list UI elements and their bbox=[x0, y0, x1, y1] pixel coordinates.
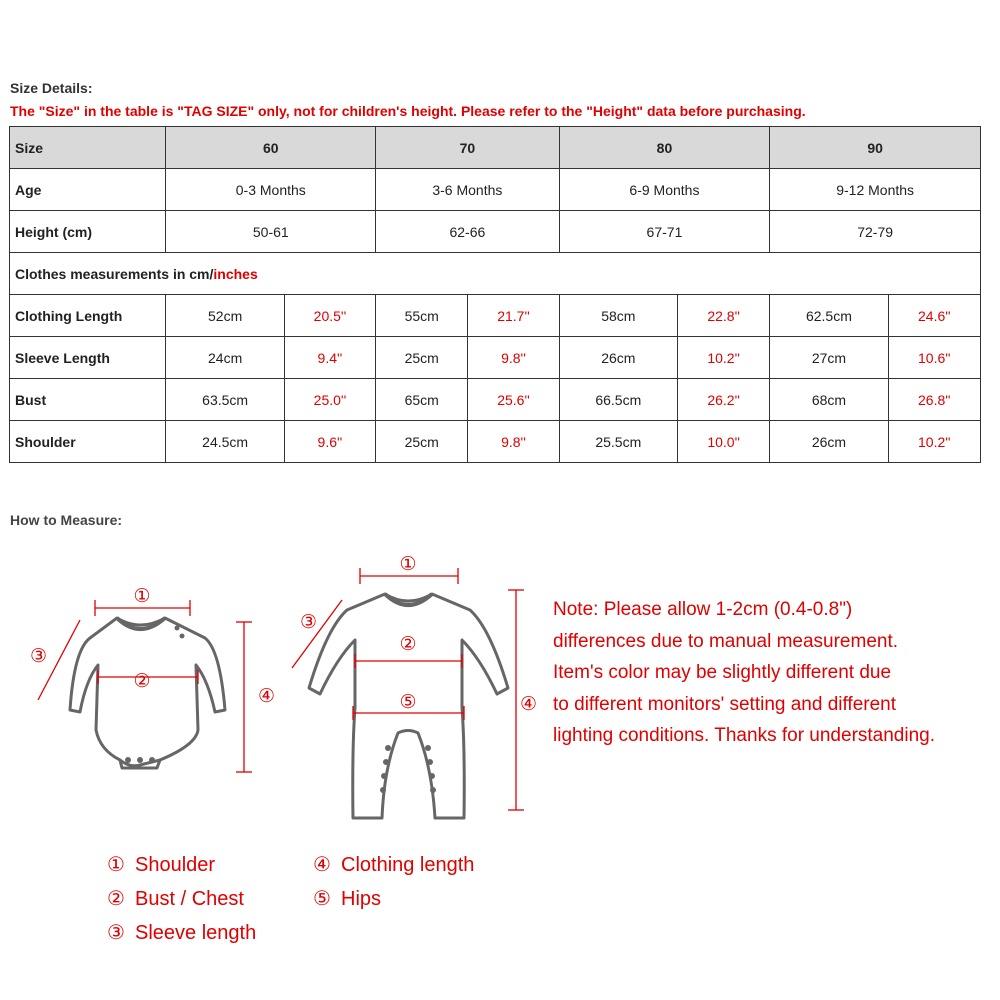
cm-value: 24cm bbox=[166, 337, 284, 379]
height-cell: 50-61 bbox=[166, 211, 376, 253]
snap-button bbox=[425, 745, 431, 751]
cm-value: 24.5cm bbox=[166, 421, 284, 463]
height-cell: 72-79 bbox=[770, 211, 981, 253]
snap-button bbox=[383, 759, 389, 765]
inches-label: inches bbox=[213, 265, 258, 282]
mark-2: ② bbox=[399, 633, 417, 655]
note-line: lighting conditions. Thanks for understanding. bbox=[553, 725, 936, 746]
legend-item bbox=[107, 852, 215, 877]
legend-item bbox=[107, 886, 244, 911]
cm-value: 55cm bbox=[376, 295, 468, 337]
legend-label: Bust / Chest bbox=[135, 888, 244, 910]
height-cell: 67-71 bbox=[559, 211, 770, 253]
legend-number: ② bbox=[107, 888, 125, 910]
table-row bbox=[10, 295, 981, 337]
cm-value: 52cm bbox=[166, 295, 284, 337]
row-label: Clothing Length bbox=[10, 295, 166, 337]
inch-value: 10.2'' bbox=[677, 337, 769, 379]
note-line: Note: Please allow 1-2cm (0.4-0.8") bbox=[553, 599, 853, 620]
inch-value: 10.0'' bbox=[677, 421, 769, 463]
cm-value: 68cm bbox=[770, 379, 888, 421]
inch-value: 26.8'' bbox=[888, 379, 980, 421]
legend-number: ③ bbox=[107, 922, 125, 944]
inch-value: 21.7'' bbox=[468, 295, 559, 337]
cm-value: 25cm bbox=[376, 337, 468, 379]
mark-3: ③ bbox=[30, 645, 48, 667]
row-label: Sleeve Length bbox=[10, 337, 166, 379]
mark-1: ① bbox=[399, 553, 417, 575]
size-cell: 70 bbox=[376, 127, 560, 169]
cm-value: 63.5cm bbox=[166, 379, 284, 421]
inch-value: 25.0'' bbox=[284, 379, 375, 421]
cm-value: 27cm bbox=[770, 337, 888, 379]
snap-button bbox=[430, 787, 436, 793]
bodysuit-outline bbox=[70, 618, 225, 768]
size-cell: 90 bbox=[770, 127, 981, 169]
snap-button bbox=[175, 626, 180, 631]
height-cell: 62-66 bbox=[376, 211, 560, 253]
inch-value: 22.8'' bbox=[677, 295, 769, 337]
legend-label: Hips bbox=[341, 888, 382, 910]
how-to-measure-heading: How to Measure: bbox=[10, 512, 123, 528]
snap-button bbox=[380, 787, 386, 793]
table-row bbox=[10, 421, 981, 463]
inch-value: 25.6'' bbox=[468, 379, 559, 421]
cm-value: 25.5cm bbox=[559, 421, 677, 463]
legend-number: ④ bbox=[313, 854, 331, 876]
cm-value: 65cm bbox=[376, 379, 468, 421]
cm-value: 62.5cm bbox=[770, 295, 888, 337]
tag-size-notice: The "Size" in the table is "TAG SIZE" only, not for children's height. Please refer to the "Height" data before purchasing. bbox=[10, 103, 806, 119]
inch-value: 9.4'' bbox=[284, 337, 375, 379]
inch-value: 10.2'' bbox=[888, 421, 980, 463]
age-cell: 3-6 Months bbox=[376, 169, 560, 211]
inch-value: 24.6'' bbox=[888, 295, 980, 337]
cm-value: 66.5cm bbox=[559, 379, 677, 421]
mark-4: ④ bbox=[258, 685, 276, 707]
row-label: Bust bbox=[10, 379, 166, 421]
snap-button bbox=[149, 757, 155, 763]
mark-5: ⑤ bbox=[399, 691, 417, 713]
table-row bbox=[10, 337, 981, 379]
note-line: to different monitors' setting and different bbox=[553, 693, 897, 715]
legend-number: ⑤ bbox=[313, 888, 331, 910]
legend-label: Sleeve length bbox=[135, 922, 257, 944]
note-line: differences due to manual measurement. bbox=[553, 630, 899, 652]
row-label: Size bbox=[10, 127, 166, 169]
legend-label: Clothing length bbox=[341, 854, 475, 876]
size-row bbox=[10, 127, 981, 169]
inch-value: 9.8'' bbox=[468, 421, 559, 463]
size-chart-table bbox=[9, 126, 981, 463]
legend-label: Shoulder bbox=[135, 854, 216, 876]
snap-button bbox=[381, 773, 387, 779]
snap-button bbox=[125, 757, 131, 763]
age-cell: 6-9 Months bbox=[559, 169, 770, 211]
measurement-note bbox=[553, 594, 935, 752]
table-row bbox=[10, 379, 981, 421]
row-label: Height (cm) bbox=[10, 211, 166, 253]
snap-button bbox=[385, 745, 391, 751]
legend-item bbox=[313, 852, 474, 877]
legend-number: ① bbox=[107, 854, 125, 876]
legend-item bbox=[313, 886, 381, 911]
size-details-heading: Size Details: bbox=[10, 80, 93, 96]
cm-value: 25cm bbox=[376, 421, 468, 463]
mark-4: ④ bbox=[520, 693, 538, 715]
note-line: Item's color may be slightly different due bbox=[553, 662, 892, 683]
snap-button bbox=[180, 634, 185, 639]
bodysuit-diagram bbox=[20, 570, 280, 790]
mark-3: ③ bbox=[300, 611, 318, 633]
size-cell: 80 bbox=[559, 127, 770, 169]
height-row bbox=[10, 211, 981, 253]
snap-button bbox=[429, 773, 435, 779]
mark-1: ① bbox=[133, 585, 151, 607]
legend-item bbox=[107, 920, 256, 945]
snap-button bbox=[137, 757, 143, 763]
inch-value: 9.6'' bbox=[284, 421, 375, 463]
inch-value: 9.8'' bbox=[468, 337, 559, 379]
cm-value: 26cm bbox=[559, 337, 677, 379]
measurements-label: Clothes measurements in cm/inches bbox=[10, 253, 981, 295]
inch-value: 26.2'' bbox=[677, 379, 769, 421]
age-cell: 9-12 Months bbox=[770, 169, 981, 211]
mark-2: ② bbox=[133, 670, 151, 692]
row-label: Shoulder bbox=[10, 421, 166, 463]
size-cell: 60 bbox=[166, 127, 376, 169]
cm-value: 58cm bbox=[559, 295, 677, 337]
snap-button bbox=[427, 759, 433, 765]
row-label: Age bbox=[10, 169, 166, 211]
inch-value: 20.5'' bbox=[284, 295, 375, 337]
age-row bbox=[10, 169, 981, 211]
romper-diagram bbox=[280, 548, 545, 828]
measurements-header-row bbox=[10, 253, 981, 295]
cm-value: 26cm bbox=[770, 421, 888, 463]
age-cell: 0-3 Months bbox=[166, 169, 376, 211]
inch-value: 10.6'' bbox=[888, 337, 980, 379]
